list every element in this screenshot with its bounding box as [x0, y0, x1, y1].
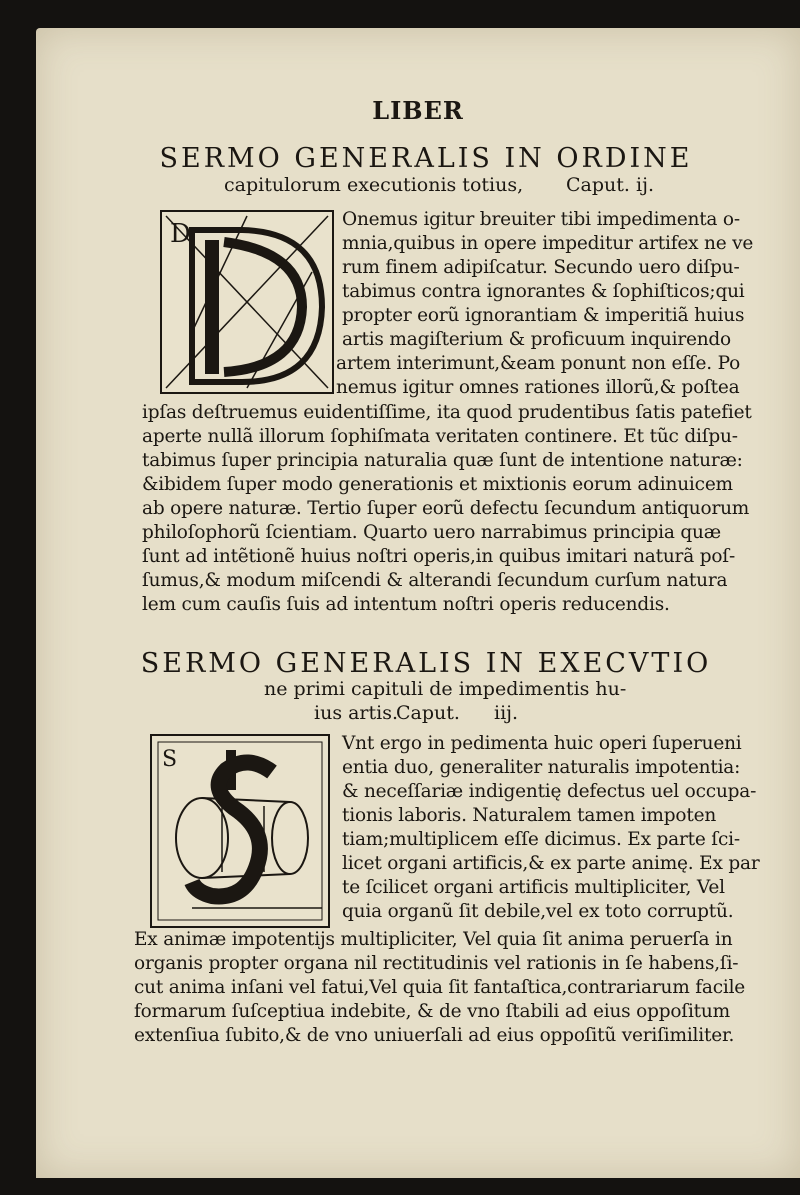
- section-1-caput: [566, 174, 654, 196]
- initial-letter-d: D: [170, 219, 191, 249]
- text-line: tabimus contra ignorantes & ſophiſticos;qui: [342, 281, 745, 302]
- text-line: tionis laboris. Naturalem tamen impoten: [342, 805, 717, 826]
- text-line: cut anima inſani vel fatui,Vel quia ſit fantaſtica,contrariarum facile: [134, 977, 746, 998]
- text-line: ſunt ad intẽtionẽ huius noſtri operis,in quibus imitari naturã poſ-: [142, 546, 735, 567]
- text-line: quia organũ ſit debile,vel ex toto corruptũ.: [342, 901, 734, 922]
- text-line: artem interimunt,&eam ponunt non eſſe. Po: [336, 353, 741, 374]
- text-line: propter eorũ ignorantiam & imperitiã huius: [342, 305, 745, 326]
- caput-label: Caput.: [566, 174, 630, 196]
- running-headword: LIBER: [372, 96, 464, 125]
- text-line: organis propter organa nil rectitudinis vel rationis in ſe habens,ſi-: [134, 953, 739, 974]
- text-line: nemus igitur omnes rationes illorũ,& poſtea: [336, 377, 740, 398]
- text-line: &ibidem ſuper modo generationis et mixtionis eorum adinuicem: [142, 474, 733, 495]
- initial-letter-s: S: [162, 747, 178, 772]
- text-line: extenſiua ſubito,& de vno uniuerſali ad eius oppoſitũ veriſimiliter.: [134, 1025, 735, 1046]
- book-page: [36, 28, 800, 1178]
- text-line: ab opere naturæ. Tertio ſuper eorũ defectu ſecundum antiquorum: [142, 498, 750, 519]
- text-line: lem cum cauſis ſuis ad intentum noſtri operis reducendis.: [142, 594, 670, 615]
- caput-label: Caput.: [396, 702, 460, 724]
- text-line: te ſcilicet organi artificis multipliciter, Vel: [342, 877, 725, 898]
- text-line: Vnt ergo in pedimenta huic operi ſuperueni: [342, 733, 742, 754]
- text-line: formarum ſuſceptiua indebite, & de vno ſtabili ad eius oppoſitum: [134, 1001, 730, 1022]
- text-line: Ex animæ impotentijs multipliciter, Vel quia ſit anima peruerſa in: [134, 929, 733, 950]
- text-line: entia duo, generaliter naturalis impotentia:: [342, 757, 741, 778]
- text-line: licet organi artificis,& ex parte animę. Ex par: [342, 853, 760, 874]
- text-line: philoſophorũ ſcientiam. Quarto uero narrabimus principia quæ: [142, 522, 721, 543]
- section-2-subheading-line1: ne primi capituli de impedimentis hu-: [264, 678, 627, 700]
- section-1-subheading: capitulorum executionis totius,: [224, 174, 524, 196]
- initial-d-decoration: [162, 212, 332, 392]
- section-2-subheading-line2: ius artis.: [314, 702, 399, 724]
- text-line: & neceſſariæ indigentię defectus uel occupa-: [342, 781, 757, 802]
- initial-d-woodcut: [160, 210, 334, 394]
- text-line: mnia,quibus in opere impeditur artifex ne ve: [342, 233, 754, 254]
- section-1-heading: SERMO GENERALIS IN ORDINE: [159, 143, 693, 174]
- section-2-caput: [396, 702, 518, 724]
- caput-number: ij.: [636, 174, 655, 196]
- section-2-heading: SERMO GENERALIS IN EXECVTIO: [140, 648, 712, 679]
- caput-number: iij.: [494, 702, 519, 724]
- text-line: rum finem adipiſcatur. Secundo uero diſpu-: [342, 257, 740, 278]
- text-line: aperte nullã illorum ſophiſmata veritaten continere. Et tũc diſpu-: [142, 426, 738, 447]
- text-line: ſumus,& modum miſcendi & alterandi ſecundum curſum natura: [142, 570, 728, 591]
- text-line: tiam;multiplicem eſſe dicimus. Ex parte ſci-: [342, 829, 740, 850]
- text-line: artis magiſterium & proficuum inquirendo: [342, 329, 732, 350]
- text-line: Onemus igitur breuiter tibi impedimenta o-: [342, 209, 740, 230]
- text-line: ipſas deſtruemus euidentiſſime, ita quod prudentibus ſatis patefiet: [142, 402, 752, 423]
- initial-s-decoration: [152, 736, 328, 926]
- text-line: tabimus ſuper principia naturalia quæ ſunt de intentione naturæ:: [142, 450, 743, 471]
- initial-s-woodcut: [150, 734, 330, 928]
